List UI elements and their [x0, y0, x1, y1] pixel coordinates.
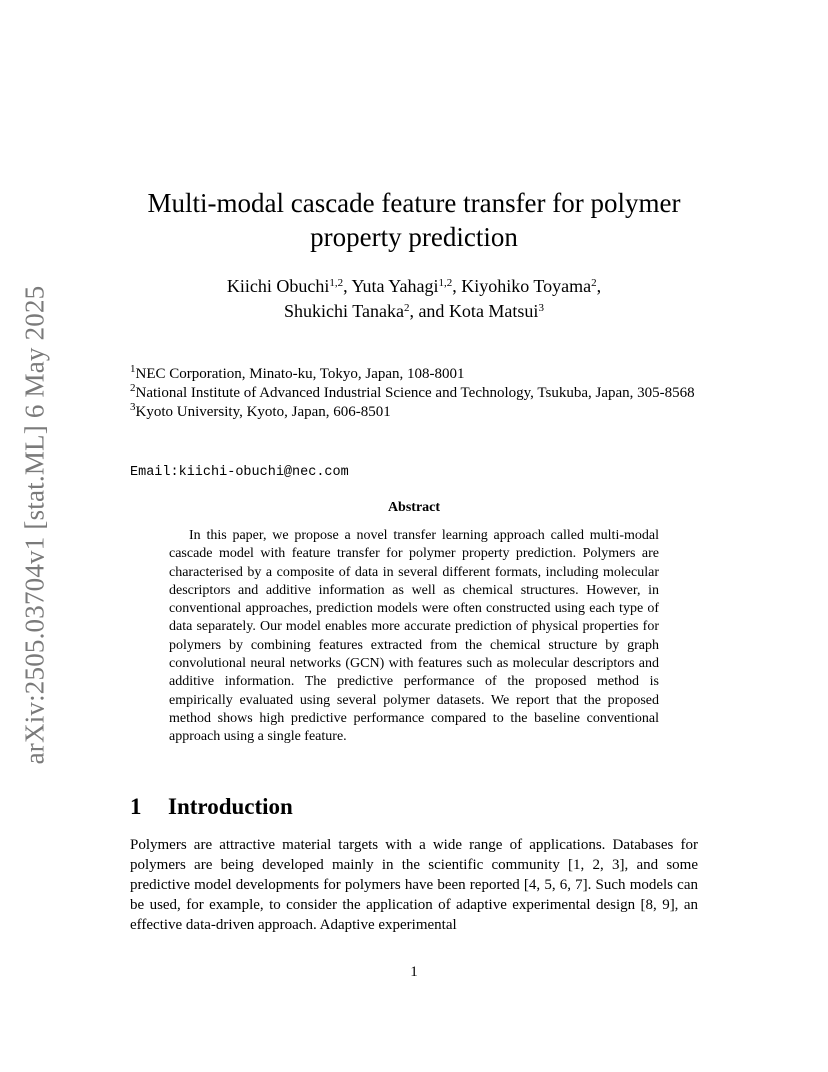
arxiv-identifier-text: arXiv:2505.03704v1 [stat.ML] 6 May 2025: [19, 285, 50, 765]
author-line-2: Shukichi Tanaka$^2$, and Kota Matsui$^3$: [284, 301, 544, 321]
author-affiliation-mark: 3: [538, 302, 544, 314]
paper-title-line-2: property prediction: [310, 222, 518, 252]
author-name: Kota Matsui: [448, 301, 539, 321]
paper-title-line-1: Multi-modal cascade feature transfer for polymer: [147, 188, 681, 218]
author-affiliation-mark: 2: [591, 277, 597, 289]
contact-email: Email:kiichi-obuchi@nec.com: [130, 465, 349, 480]
author-list: [100, 274, 728, 324]
author-affiliation-mark: 1,2: [329, 277, 344, 289]
affiliation-item: $^2$National Institute of Advanced Industrial Science and Technology, Tsukuba, Japan, 305-8568: [130, 382, 695, 401]
arxiv-identifier-stamp: [15, 280, 55, 770]
page-number: 1: [410, 964, 418, 980]
section-number: 1: [130, 794, 142, 819]
author-line-1: Kiichi Obuchi$^{1,2}$, Yuta Yahagi$^{1,2}$, Kiyohiko Toyama$^2$,: [226, 276, 602, 296]
author-name: Shukichi Tanaka: [284, 301, 404, 321]
paper-title: [100, 186, 728, 254]
author-name: Yuta Yahagi: [351, 276, 439, 296]
affiliation-list: [130, 365, 710, 422]
introduction-paragraph: Polymers are attractive material targets with a wide range of applications. Databases for polymers are being developed mainly in the scientific community [1, 2, 3], and some predictive model developments for polymers have been reported [4, 5, 6, 7]. Such models can be used, for example, to consider the application of adaptive experimental design [8, 9], an effective data-driven approach. Adaptive experimental: [130, 837, 698, 933]
author-affiliation-mark: 2: [403, 302, 410, 314]
author-name: Kiichi Obuchi: [226, 276, 330, 296]
affiliation-item: $^1$NEC Corporation, Minato-ku, Tokyo, Japan, 108-8001: [130, 363, 465, 382]
affiliation-item: $^3$Kyoto University, Kyoto, Japan, 606-8501: [130, 401, 391, 420]
section-heading: [130, 794, 293, 820]
author-name: Kiyohiko Toyama: [461, 276, 592, 296]
abstract-heading: Abstract: [387, 500, 441, 515]
author-affiliation-mark: 1,2: [438, 277, 453, 289]
section-title: Introduction: [168, 794, 293, 819]
abstract-body: In this paper, we propose a novel transfer learning approach called multi-modal cascade model with feature transfer for polymer property prediction. Polymers are characterised by a composite of data in several different formats, including molecular descriptors and additive information as well as chemical structures. However, in conventional approaches, prediction models were often constructed using each type of data separately. Our model enables more accurate prediction of physical properties for polymers by combining features extracted from the chemical structure by graph convolutional neural networks (GCN) with features such as molecular descriptors and additive information. The predictive performance of the proposed method is empirically evaluated using several polymer datasets. We report that the proposed method shows high predictive performance compared to the baseline conventional approach using a single feature.: [169, 528, 659, 745]
